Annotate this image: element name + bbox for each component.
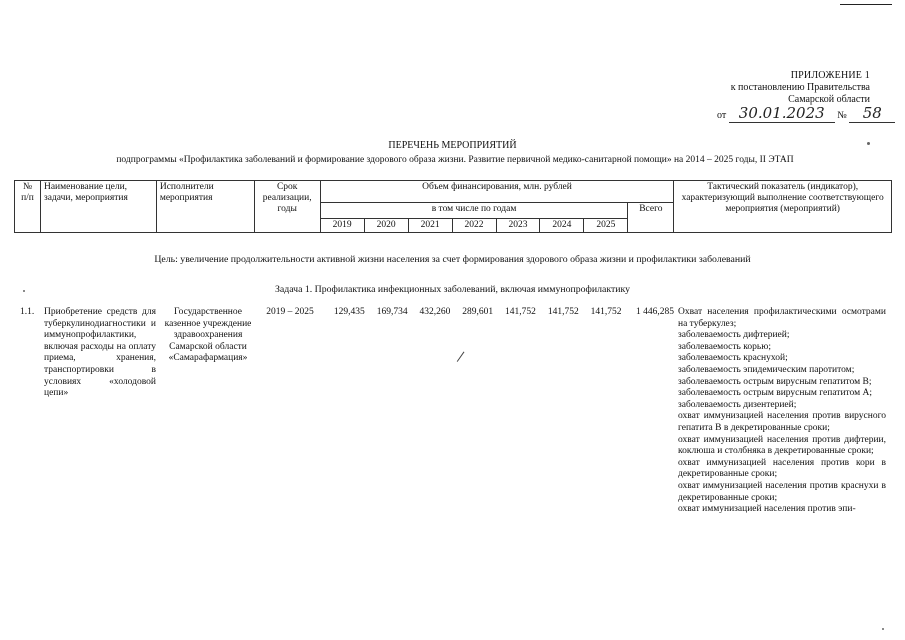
funding-total: 1 446,285: [635, 307, 674, 317]
measure-executor: Государственное казенное учреждение здравоохранения Самарской области «Самарафармация»: [164, 307, 252, 364]
appendix-line2: Самарской области: [788, 94, 870, 105]
handwritten-date: 30.01.2023: [729, 104, 835, 123]
header-name: Наименование цели, задачи, мероприятия: [40, 181, 156, 233]
funding-2024: 141,752: [547, 307, 579, 317]
funding-2025: 141,752: [590, 307, 622, 317]
header-year: 2024: [540, 219, 584, 233]
indicator-item: заболеваемость дизентерией;: [678, 399, 797, 410]
scan-speck: [23, 290, 25, 292]
indicator-list: [678, 307, 886, 516]
header-funding: Объем финансирования, млн. рублей: [320, 181, 674, 203]
header-term: Срок реализации, годы: [254, 181, 320, 233]
indicator-item: заболеваемость корью;: [678, 341, 771, 352]
funding-2020: 169,734: [376, 307, 408, 317]
indicator-item: охват иммунизацией населения против эпи-: [678, 504, 856, 515]
appendix-heading: ПРИЛОЖЕНИЕ 1: [790, 70, 870, 81]
header-indicator: Тактический показатель (индикатор), характеризующий выполнение соответствующего мероприятия (мероприятий): [674, 181, 892, 233]
indicator-item: заболеваемость краснухой;: [678, 353, 788, 364]
funding-2021: 432,260: [419, 307, 451, 317]
indicator-item: заболеваемость острым вирусным гепатитом В;: [678, 376, 872, 387]
task-statement: Задача 1. Профилактика инфекционных заболеваний, включая иммунопрофилактику: [274, 284, 631, 295]
document-subtitle: подпрограммы «Профилактика заболеваний и формирование здорового образа жизни. Развитие первичной медико-санитарной помощи» на 2014 – 2025 годы, II ЭТАП: [116, 155, 794, 165]
indicator-item: охват иммунизацией населения против кори в декретированные сроки;: [678, 457, 886, 480]
from-label: от: [717, 110, 727, 121]
header-year: 2020: [364, 219, 408, 233]
header-executors: Исполнители мероприятия: [156, 181, 254, 233]
header-num: № п/п: [15, 181, 41, 233]
resolution-reference: [717, 104, 895, 123]
number-label: №: [837, 110, 847, 121]
top-rule: [840, 4, 892, 5]
header-year: 2025: [584, 219, 628, 233]
header-by-years: в том числе по годам: [320, 203, 628, 219]
header-year: 2022: [452, 219, 496, 233]
scan-speck: [882, 628, 884, 630]
document-title: ПЕРЕЧЕНЬ МЕРОПРИЯТИЙ: [388, 140, 517, 151]
funding-2019: 129,435: [333, 307, 365, 317]
indicator-item: заболеваемость острым вирусным гепатитом А;: [678, 388, 873, 399]
appendix-line1: к постановлению Правительства: [730, 82, 870, 93]
header-table: [14, 180, 892, 233]
measure-name: Приобретение средств для туберкулинодиагностики и иммунопрофилактики, включая расходы на оплату приема, хранения, транспортировки в условиях «холодовой цепи»: [44, 307, 156, 399]
scan-speck: [867, 142, 870, 145]
header-year: 2021: [408, 219, 452, 233]
pen-stroke-mark: [457, 352, 466, 363]
indicator-item: Охват населения профилактическими осмотрами на туберкулез;: [678, 307, 886, 329]
indicator-item: охват иммунизацией населения против дифтерии, коклюша и столбняка в декретированные сроки;: [678, 434, 886, 457]
indicator-item: заболеваемость дифтерией;: [678, 330, 790, 341]
handwritten-number: 58: [849, 104, 895, 123]
appendix-block: [700, 70, 870, 106]
goal-statement: Цель: увеличение продолжительности активной жизни населения за счет формирования здорового образа жизни и профилактики заболеваний: [154, 254, 751, 265]
indicator-item: заболеваемость эпидемическим паротитом;: [678, 364, 855, 375]
measure-term: 2019 – 2025: [266, 307, 314, 317]
header-year: 2019: [320, 219, 364, 233]
funding-2023: 141,752: [505, 307, 536, 317]
indicator-item: охват иммунизацией населения против краснухи в декретированные сроки;: [678, 480, 886, 503]
funding-values: [322, 307, 674, 319]
funding-2022: 289,601: [462, 307, 494, 317]
indicator-item: охват иммунизацией населения против вирусного гепатита В в декретированные сроки;: [678, 411, 886, 433]
header-total: Всего: [628, 203, 674, 233]
header-year: 2023: [496, 219, 540, 233]
row-number: 1.1.: [20, 307, 35, 317]
